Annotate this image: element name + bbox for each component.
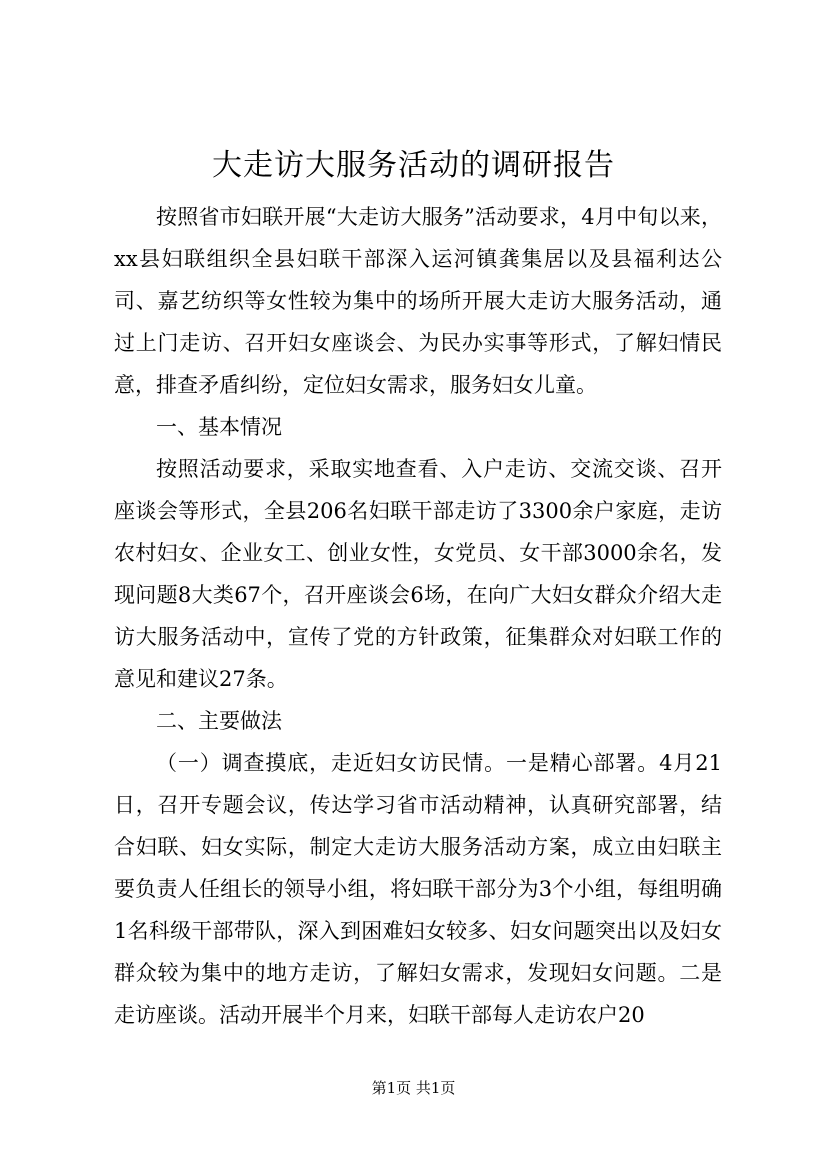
basic-situation-paragraph: 按照活动要求，采取实地查看、入户走访、交流交谈、召开座谈会等形式，全县206名妇联干部走访了3300余户家庭，走访农村妇女、企业女工、创业女性，女党员、女干部3000余名，发现问题8大类67个，召开座谈会6场，在向广大妇女群众介绍大走访大服务活动中，宣传了党的方针政策，征集群众对妇联工作的意见和建议27条。 bbox=[114, 457, 722, 691]
page-footer: 第1页 共1页 bbox=[371, 1079, 456, 1097]
document-title: 大走访大服务活动的调研报告 bbox=[212, 148, 615, 183]
main-practices-paragraph: （一）调查摸底，走近妇女访民情。一是精心部署。4月21日，召开专题会议，传达学习省市活动精神，认真研究部署，结合妇联、妇女实际，制定大走访大服务活动方案，成立由妇联主要负责人任组长的领导小组，将妇联干部分为3个小组，每组明确1名科级干部带队，深入到困难妇女较多、妇女问题突出以及妇女群众较为集中的地方走访，了解妇女需求，发现妇女问题。二是走访座谈。活动开展半个月来，妇联干部每人走访农户20 bbox=[114, 751, 722, 1027]
intro-paragraph: 按照省市妇联开展“大走访大服务”活动要求，4月中旬以来，xx县妇联组织全县妇联干部深入运河镇龚集居以及县福利达公司、嘉艺纺织等女性较为集中的场所开展大走访大服务活动，通过上门走访、召开妇女座谈会、为民办实事等形式，了解妇情民意，排查矛盾纠纷，定位妇女需求，服务妇女儿童。 bbox=[114, 205, 722, 397]
section-heading-basic-situation: 一、基本情况 bbox=[156, 415, 282, 439]
document-body bbox=[114, 196, 722, 1036]
section-heading-main-practices: 二、主要做法 bbox=[156, 709, 282, 733]
